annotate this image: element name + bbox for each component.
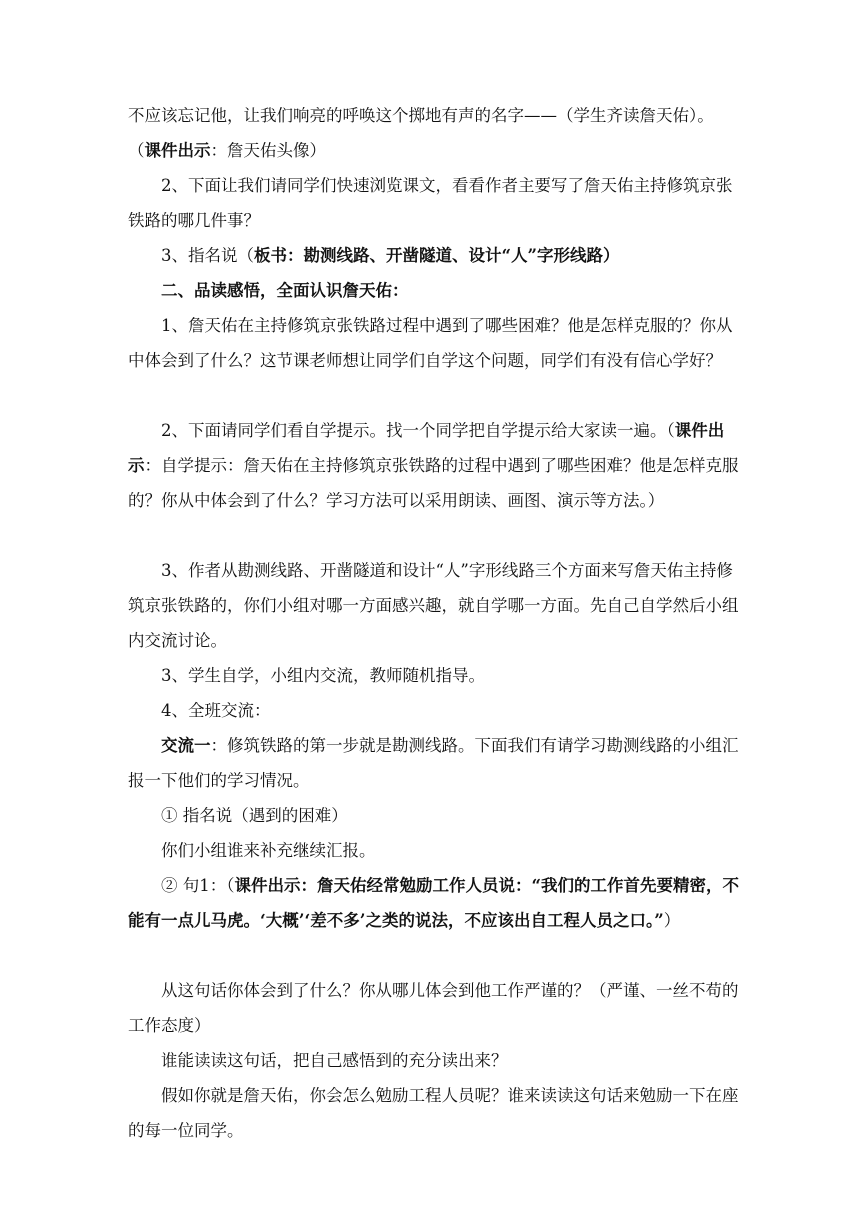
text-run: （ — [128, 141, 145, 160]
text-run: ① 指名说（遇到的困难） — [161, 806, 348, 825]
paragraph — [128, 693, 740, 728]
paragraph — [128, 1078, 740, 1148]
paragraph — [128, 238, 740, 273]
text-run: 假如你就是詹天佑，你会怎么勉励工程人员呢？谁来读读这句话来勉励一下在座的每一位同学。 — [128, 1086, 739, 1140]
paragraph — [128, 168, 740, 238]
paragraph — [128, 1043, 740, 1078]
text-run: 2、下面请同学们看自学提示。找一个同学把自学提示给大家读一遍。（ — [161, 421, 675, 440]
text-run: 1、詹天佑在主持修筑京张铁路过程中遇到了哪些困难？他是怎样克服的？你从中体会到了什么？这节课老师想让同学们自学这个问题，同学们有没有信心学好？ — [128, 316, 733, 370]
paragraph — [128, 658, 740, 693]
text-run: ） — [663, 911, 681, 930]
bold-text-run: 课件出示：詹天佑经常勉励工作人员说：“我们的工作首先要精密，不能有一点儿马虎。‘大概’‘差不多’之类的说法，不应该出自工程人员之口。” — [128, 876, 739, 930]
paragraph — [128, 308, 740, 378]
paragraph — [128, 798, 740, 833]
text-run: 3、指名说（ — [161, 246, 254, 265]
section-heading — [128, 273, 740, 308]
text-run: 你们小组谁来补充继续汇报。 — [161, 841, 376, 860]
paragraph — [128, 133, 740, 168]
text-run: 4、全班交流： — [161, 701, 271, 720]
text-run: 3、作者从勘测线路、开凿隧道和设计“人”字形线路三个方面来写詹天佑主持修筑京张铁路的，你们小组对哪一方面感兴趣，就自学哪一方面。先自己自学然后小组内交流讨论。 — [128, 561, 739, 650]
bold-text-run: 板书：勘测线路、开凿隧道、设计“人”字形线路） — [254, 246, 620, 265]
paragraph — [128, 98, 740, 133]
paragraph — [128, 973, 740, 1043]
text-run: 2、下面让我们请同学们快速浏览课文，看看作者主要写了詹天佑主持修筑京张铁路的哪几件事？ — [128, 176, 733, 230]
text-run: ：自学提示：詹天佑在主持修筑京张铁路的过程中遇到了哪些困难？他是怎样克服的？你从中体会到了什么？学习方法可以采用朗读、画图、演示等方法。） — [128, 456, 739, 510]
text-run: ② 句1：（ — [161, 876, 235, 895]
bold-text-run: 课件出示 — [128, 421, 725, 475]
paragraph — [128, 868, 740, 938]
text-run: 不应该忘记他，让我们响亮的呼唤这个掷地有声的名字——（学生齐读詹天佑）。 — [128, 106, 714, 125]
paragraph — [128, 728, 740, 798]
paragraph — [128, 413, 740, 518]
text-run: 从这句话你体会到了什么？你从哪儿体会到他工作严谨的？（严谨、一丝不苟的工作态度） — [128, 981, 739, 1035]
text-run: 谁能读读这句话，把自己感悟到的充分读出来？ — [161, 1051, 508, 1070]
bold-text-run: 课件出示 — [144, 141, 211, 160]
text-run: 3、学生自学，小组内交流，教师随机指导。 — [161, 666, 485, 685]
text-run: ：詹天佑头像） — [210, 141, 326, 160]
bold-text-run: 交流一 — [161, 736, 211, 755]
text-run: ：修筑铁路的第一步就是勘测线路。下面我们有请学习勘测线路的小组汇报一下他们的学习情况。 — [128, 736, 739, 790]
paragraph — [128, 833, 740, 868]
bold-text-run: 二、品读感悟，全面认识詹天佑： — [161, 281, 409, 300]
paragraph — [128, 553, 740, 658]
